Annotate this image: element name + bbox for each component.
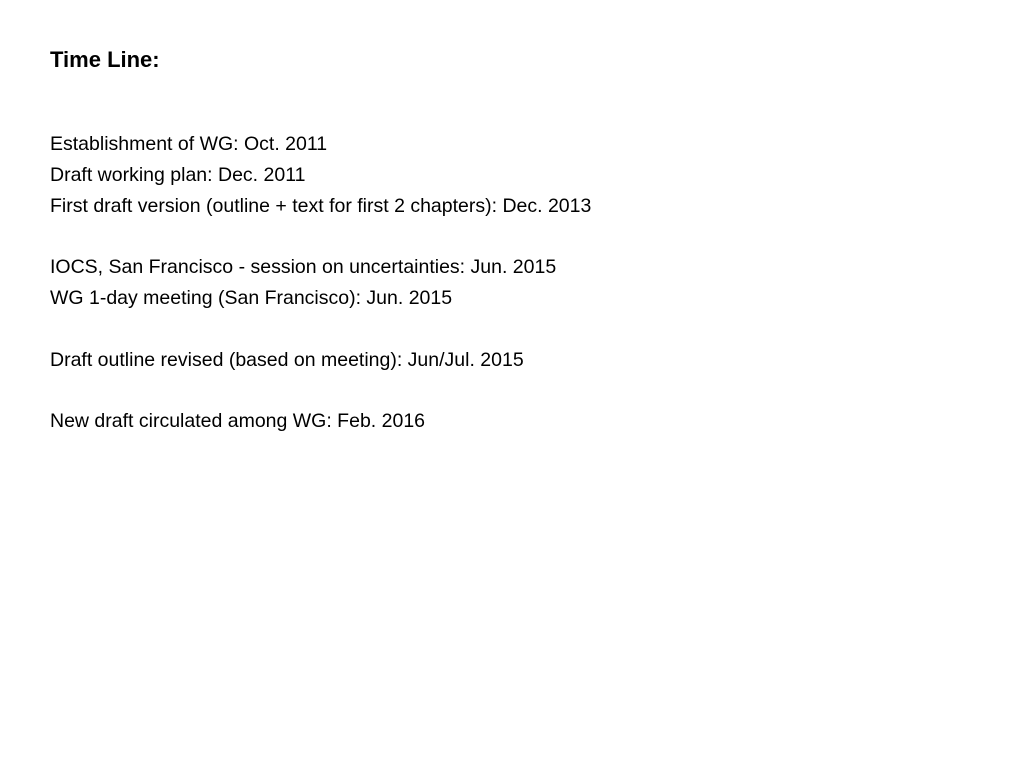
timeline-item: Draft outline revised (based on meeting): Jun/Jul. 2015 <box>50 348 524 371</box>
spacer <box>50 314 591 345</box>
slide-title: Time Line: <box>50 47 160 72</box>
timeline-item: Establishment of WG: Oct. 2011 <box>50 133 328 155</box>
timeline-item: New draft circulated among WG: Feb. 2016 <box>50 410 426 433</box>
timeline-item: WG 1-day meeting (San Francisco): Jun. 2015 <box>50 286 453 309</box>
spacer <box>50 221 591 252</box>
timeline-item: IOCS, San Francisco - session on uncertainties: Jun. 2015 <box>50 256 557 279</box>
timeline-item: Draft working plan: Dec. 2011 <box>50 163 306 186</box>
spacer <box>50 375 591 406</box>
timeline-item: First draft version (outline + text for first 2 chapters): Dec. 2013 <box>50 194 592 217</box>
timeline-list <box>50 129 591 437</box>
